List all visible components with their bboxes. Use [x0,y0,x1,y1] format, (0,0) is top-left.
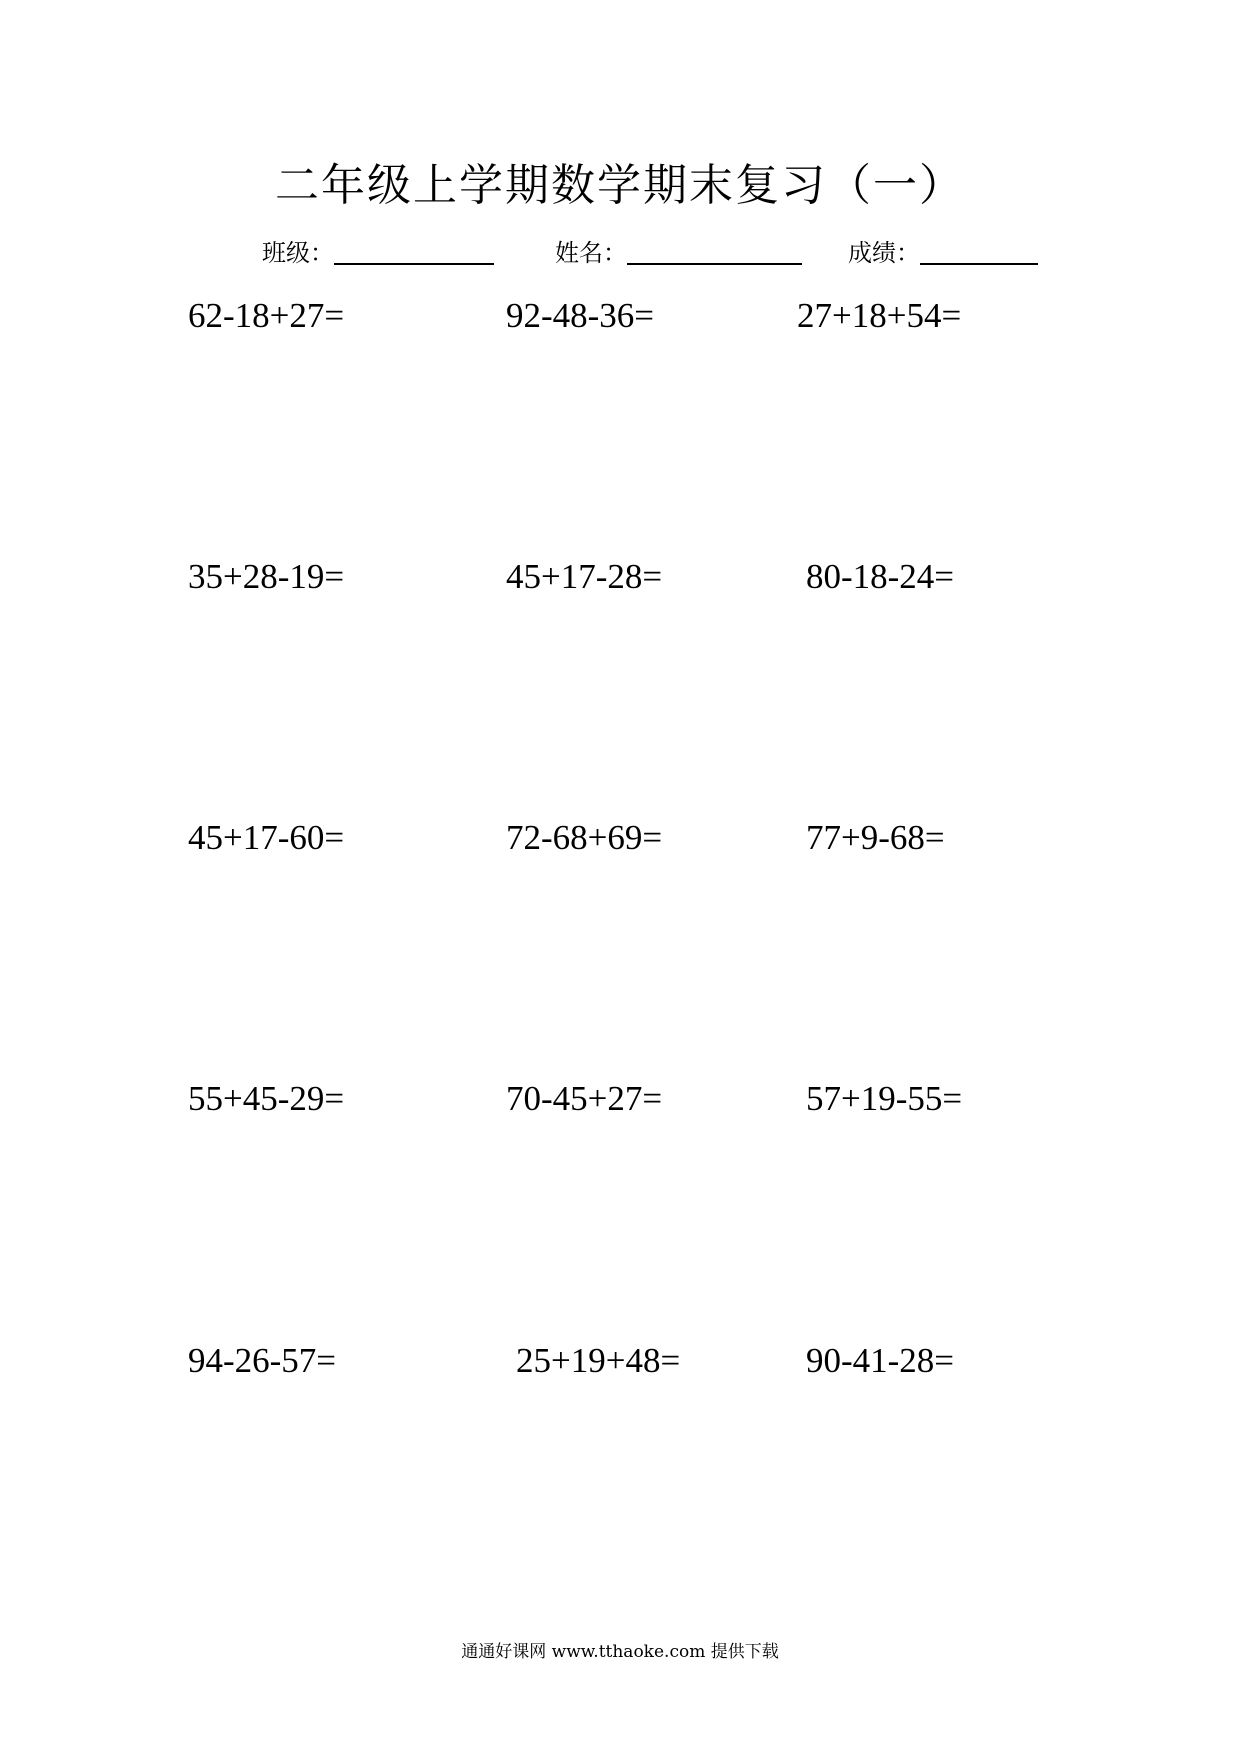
score-blank[interactable] [920,237,1038,265]
problem: 45+17-60= [188,818,345,857]
problem: 62-18+27= [188,296,345,335]
problem: 90-41-28= [806,1341,955,1380]
problem: 25+19+48= [516,1341,681,1380]
problem: 94-26-57= [188,1341,337,1380]
problem: 55+45-29= [188,1079,345,1118]
problem: 57+19-55= [806,1079,963,1118]
problem: 70-45+27= [506,1079,663,1118]
problem: 35+28-19= [188,557,345,596]
class-label: 班级： [262,239,334,267]
score-label: 成绩： [848,239,920,267]
page-title: 二年级上学期数学期末复习（一） [275,160,965,211]
class-blank[interactable] [334,237,494,265]
footer-credit: 通通好课网 www.tthaoke.com 提供下载 [461,1642,779,1662]
name-blank[interactable] [627,237,802,265]
name-label: 姓名： [555,239,627,267]
class-field [262,232,494,268]
problem: 72-68+69= [506,818,663,857]
problem: 92-48-36= [506,296,655,335]
problem: 77+9-68= [806,818,945,857]
name-field [555,232,802,268]
score-field [848,232,1038,268]
problem: 80-18-24= [806,557,955,596]
problem: 27+18+54= [797,296,962,335]
problem: 45+17-28= [506,557,663,596]
